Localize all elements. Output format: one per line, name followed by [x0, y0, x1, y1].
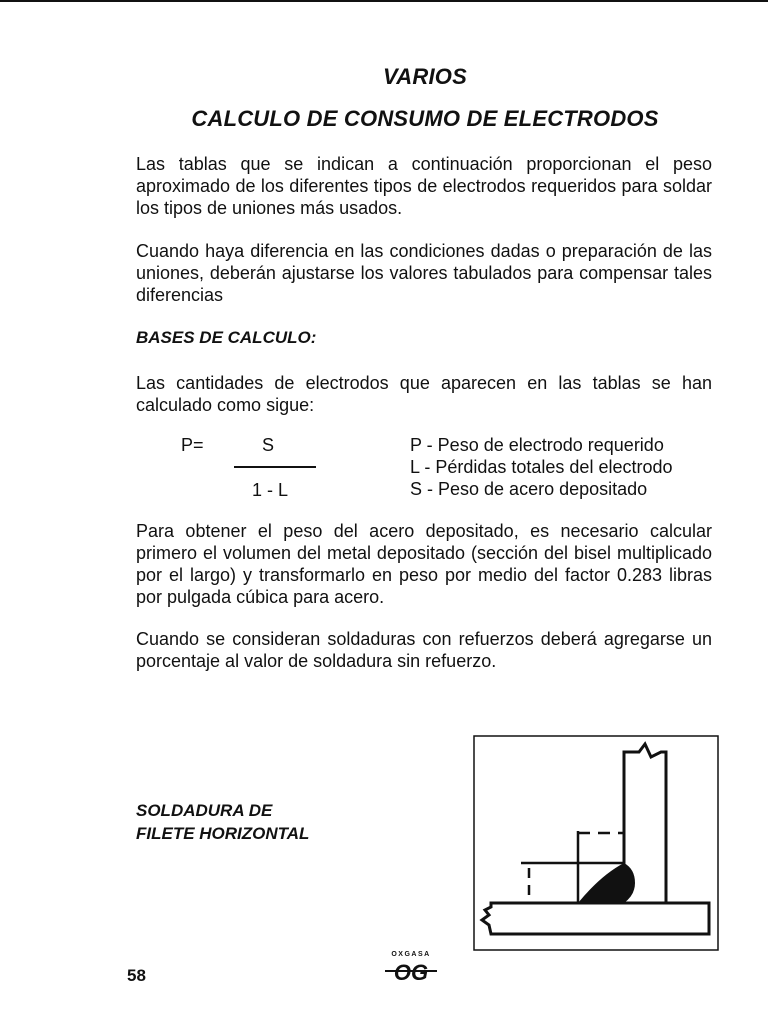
differences-paragraph: Cuando haya diferencia en las condiciones dadas o preparación de las uniones, deberán ajustarse los valores tabulados para compensar tales diferencias: [136, 241, 712, 305]
legend-p: P - Peso de electrodo requerido: [410, 435, 664, 455]
diagram-frame: [474, 736, 718, 950]
oxgasa-logo: [383, 948, 439, 986]
deposited-paragraph: Para obtener el peso del acero depositado, es necesario calcular primero el volumen del metal depositado (sección del bisel multiplicado por el largo) y transformarlo en peso por medio del factor 0.283 libras por pulgada cúbica para acero.: [136, 521, 712, 607]
logo-text: OXGASA: [391, 951, 431, 958]
formula-numerator: S: [262, 435, 275, 455]
legend-l: L - Pérdidas totales del electrodo: [410, 457, 673, 477]
intro-paragraph: Las tablas que se indican a continuación proporcionan el peso aproximado de los diferentes tipos de electrodos requeridos para soldar los tipos de uniones más usados.: [136, 154, 712, 218]
top-rule: [0, 0, 768, 2]
fillet-weld-diagram: [473, 735, 719, 951]
formula-denominator: 1 - L: [252, 480, 289, 500]
formula-lhs: P=: [181, 435, 204, 455]
quantities-paragraph: Las cantidades de electrodos que aparecen en las tablas se han calculado como sigue:: [136, 373, 712, 415]
bases-heading: BASES DE CALCULO:: [136, 328, 317, 347]
section-heading: VARIOS: [383, 64, 467, 89]
page-title: CALCULO DE CONSUMO DE ELECTRODOS: [191, 106, 659, 131]
reinforcement-paragraph: Cuando se consideran soldaduras con refuerzos deberá agregarse un porcentaje al valor de soldadura sin refuerzo.: [136, 629, 712, 671]
figure-label-line1: SOLDADURA DE: [136, 801, 273, 820]
figure-label: [136, 799, 309, 845]
page-number: 58: [127, 966, 146, 985]
legend-s: S - Peso de acero depositado: [410, 479, 648, 499]
figure-label-line2: FILETE HORIZONTAL: [136, 824, 310, 843]
fraction-bar: [234, 466, 316, 468]
logo-mark: OG: [393, 960, 429, 985]
